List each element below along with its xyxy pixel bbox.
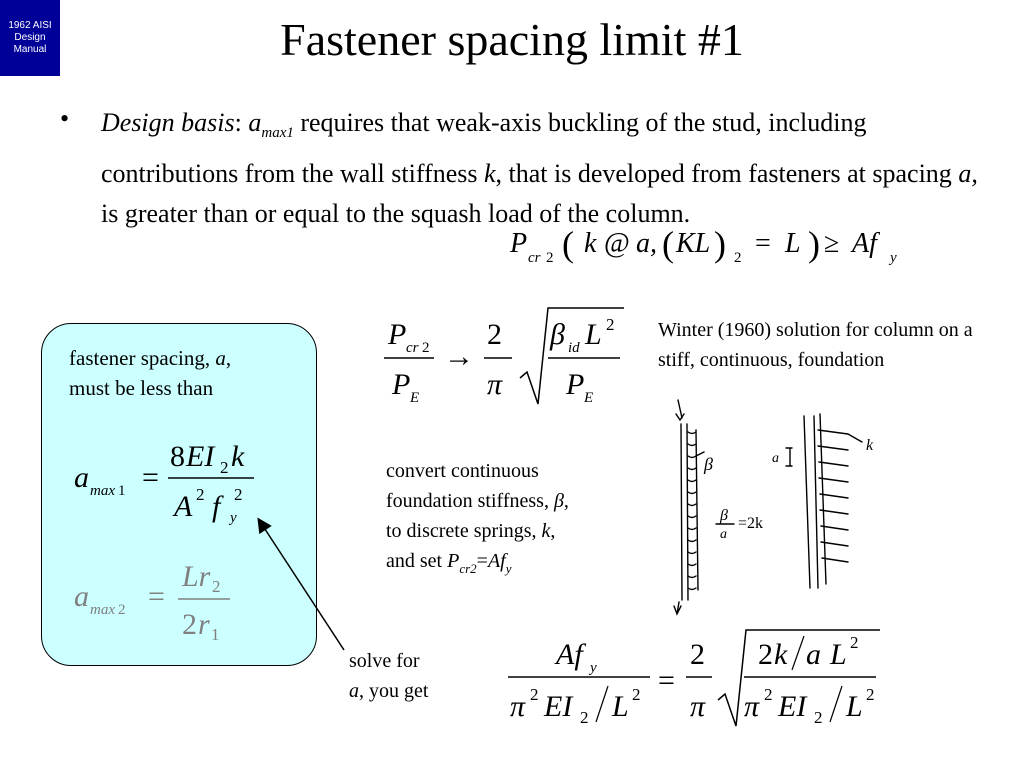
svg-text:2: 2: [632, 685, 641, 704]
solve-line1: solve for: [349, 650, 420, 672]
svg-text:→: →: [444, 340, 474, 373]
svg-text:E: E: [410, 390, 420, 406]
svg-text:y: y: [230, 510, 237, 526]
svg-text:2: 2: [606, 315, 615, 334]
svg-text:P: P: [566, 368, 585, 401]
svg-text:(: (: [662, 224, 674, 264]
convert-line2-post: ,: [563, 490, 569, 512]
svg-text:): ): [808, 224, 820, 264]
solve-line2-post: , you get: [359, 680, 429, 702]
svg-text:L: L: [612, 690, 629, 723]
svg-text:k: k: [774, 638, 788, 671]
solve-symbol-a: a: [349, 680, 359, 702]
svg-text:L: L: [830, 638, 847, 671]
svg-text:cr: cr: [406, 340, 419, 356]
svg-text:): ): [714, 224, 726, 264]
badge-line-2: Design: [14, 32, 46, 43]
bullet-text-1: requires that weak-axis buckling of the stud, including contributions from the wall stiffness: [101, 108, 867, 188]
svg-text:2: 2: [422, 340, 430, 356]
svg-text:max: max: [90, 602, 115, 618]
svg-text:EI: EI: [186, 440, 215, 473]
symbol-k: k: [483, 158, 496, 188]
svg-text:r: r: [198, 608, 210, 641]
svg-text:2: 2: [234, 485, 243, 504]
svg-text:max: max: [90, 483, 115, 499]
svg-text:P: P: [388, 318, 407, 351]
convert-line3-pre: to discrete springs,: [386, 520, 542, 542]
svg-text:A: A: [174, 490, 193, 523]
convert-k: k: [541, 520, 551, 542]
svg-text:2: 2: [758, 638, 773, 671]
svg-text:E: E: [584, 390, 594, 406]
symbol-a-subscript: max1: [261, 125, 294, 141]
svg-text:P: P: [392, 368, 411, 401]
svg-text:L: L: [585, 318, 602, 351]
convert-Af: Af: [487, 550, 506, 572]
svg-text:2: 2: [530, 685, 539, 704]
convert-line2-pre: foundation stiffness,: [386, 490, 554, 512]
svg-text:2: 2: [182, 608, 197, 641]
convert-y: y: [505, 561, 512, 576]
svg-text:1: 1: [118, 483, 126, 499]
svg-text:≥: ≥: [824, 228, 840, 259]
svg-text:2: 2: [487, 318, 502, 351]
sketch-relation-num: β: [720, 507, 728, 524]
sketch-beta: β: [704, 454, 713, 474]
panel-line1-post: ,: [225, 346, 232, 370]
svg-text:L: L: [785, 228, 801, 259]
svg-text:=: =: [658, 664, 675, 697]
svg-text:KL: KL: [676, 228, 711, 259]
bullet-text-2: , that is developed from fasteners at spacing: [495, 158, 959, 188]
panel-symbol-a: a: [215, 346, 226, 370]
svg-text:Lr: Lr: [182, 560, 211, 593]
convert-equals: =: [476, 550, 488, 572]
svg-text:2: 2: [866, 685, 875, 704]
svg-text:8: 8: [170, 440, 185, 473]
svg-text:y: y: [590, 660, 597, 676]
svg-text:2: 2: [212, 577, 221, 596]
svg-text:P: P: [510, 228, 528, 259]
symbol-a-spacing: a,: [958, 158, 978, 188]
svg-text:EI: EI: [544, 690, 573, 723]
convert-beta: β: [553, 490, 564, 512]
sketch-k: k: [866, 437, 874, 454]
svg-text:π: π: [744, 690, 760, 723]
convert-line4-pre: and set: [386, 550, 448, 572]
svg-text:cr: cr: [528, 250, 541, 266]
svg-text:2: 2: [690, 638, 705, 671]
svg-text:a: a: [74, 580, 89, 613]
svg-text:a: a: [74, 461, 89, 494]
bullet-text-3: is greater than or equal to the squash load of the column.: [101, 199, 691, 228]
design-basis-label: Design basis: [101, 108, 235, 137]
svg-text:2: 2: [734, 250, 742, 266]
winter-note: Winter (1960) solution for column on a stiff, continuous, foundation: [658, 319, 973, 371]
svg-text:=: =: [755, 228, 771, 259]
svg-text:π: π: [690, 690, 706, 723]
convert-line3-post: ,: [550, 520, 556, 542]
svg-text:2: 2: [546, 250, 554, 266]
svg-text:Af: Af: [852, 228, 877, 259]
svg-text:k: k: [584, 228, 597, 259]
svg-text:2: 2: [118, 602, 126, 618]
sketch-relation-rhs: =2k: [738, 515, 764, 532]
badge-line-3: Manual: [13, 44, 47, 55]
svg-text:2: 2: [196, 485, 205, 504]
svg-text:id: id: [568, 340, 580, 356]
svg-text:y: y: [890, 250, 897, 266]
panel-line2: must be less than: [69, 376, 214, 400]
slide-title: Fastener spacing limit #1: [280, 14, 744, 65]
svg-text:@: @: [604, 228, 630, 259]
symbol-a: a: [248, 108, 262, 137]
panel-line1-pre: fastener spacing,: [69, 346, 216, 370]
svg-text:f: f: [212, 490, 221, 523]
svg-text:1: 1: [211, 625, 220, 644]
svg-text:2: 2: [850, 633, 859, 652]
continuous-foundation-sketch: [674, 400, 704, 614]
svg-text:(: (: [562, 224, 574, 264]
svg-text:2: 2: [764, 685, 773, 704]
svg-text:2: 2: [580, 708, 589, 727]
svg-text:=: =: [142, 461, 159, 494]
svg-text:a: a: [806, 638, 821, 671]
svg-text:π: π: [510, 690, 526, 723]
svg-text:a,: a,: [636, 228, 657, 259]
svg-text:=: =: [148, 580, 165, 613]
svg-text:π: π: [487, 368, 503, 401]
svg-text:EI: EI: [778, 690, 807, 723]
convert-line1: convert continuous: [386, 460, 539, 482]
badge-line-1: 1962 AISI: [8, 20, 52, 31]
svg-text:L: L: [846, 690, 863, 723]
discrete-springs-sketch: [786, 414, 862, 588]
svg-text:Af: Af: [556, 638, 583, 671]
bullet-marker: •: [60, 104, 70, 133]
convert-P: P: [447, 550, 460, 572]
sketch-relation-den: a: [720, 527, 727, 542]
svg-text:2: 2: [220, 458, 229, 477]
svg-text:β: β: [550, 318, 565, 351]
sketch-a: a: [772, 451, 779, 466]
svg-text:k: k: [231, 440, 245, 473]
svg-text:2: 2: [814, 708, 823, 727]
convert-cr2: cr2: [459, 561, 477, 576]
bullet-colon: :: [234, 108, 249, 137]
